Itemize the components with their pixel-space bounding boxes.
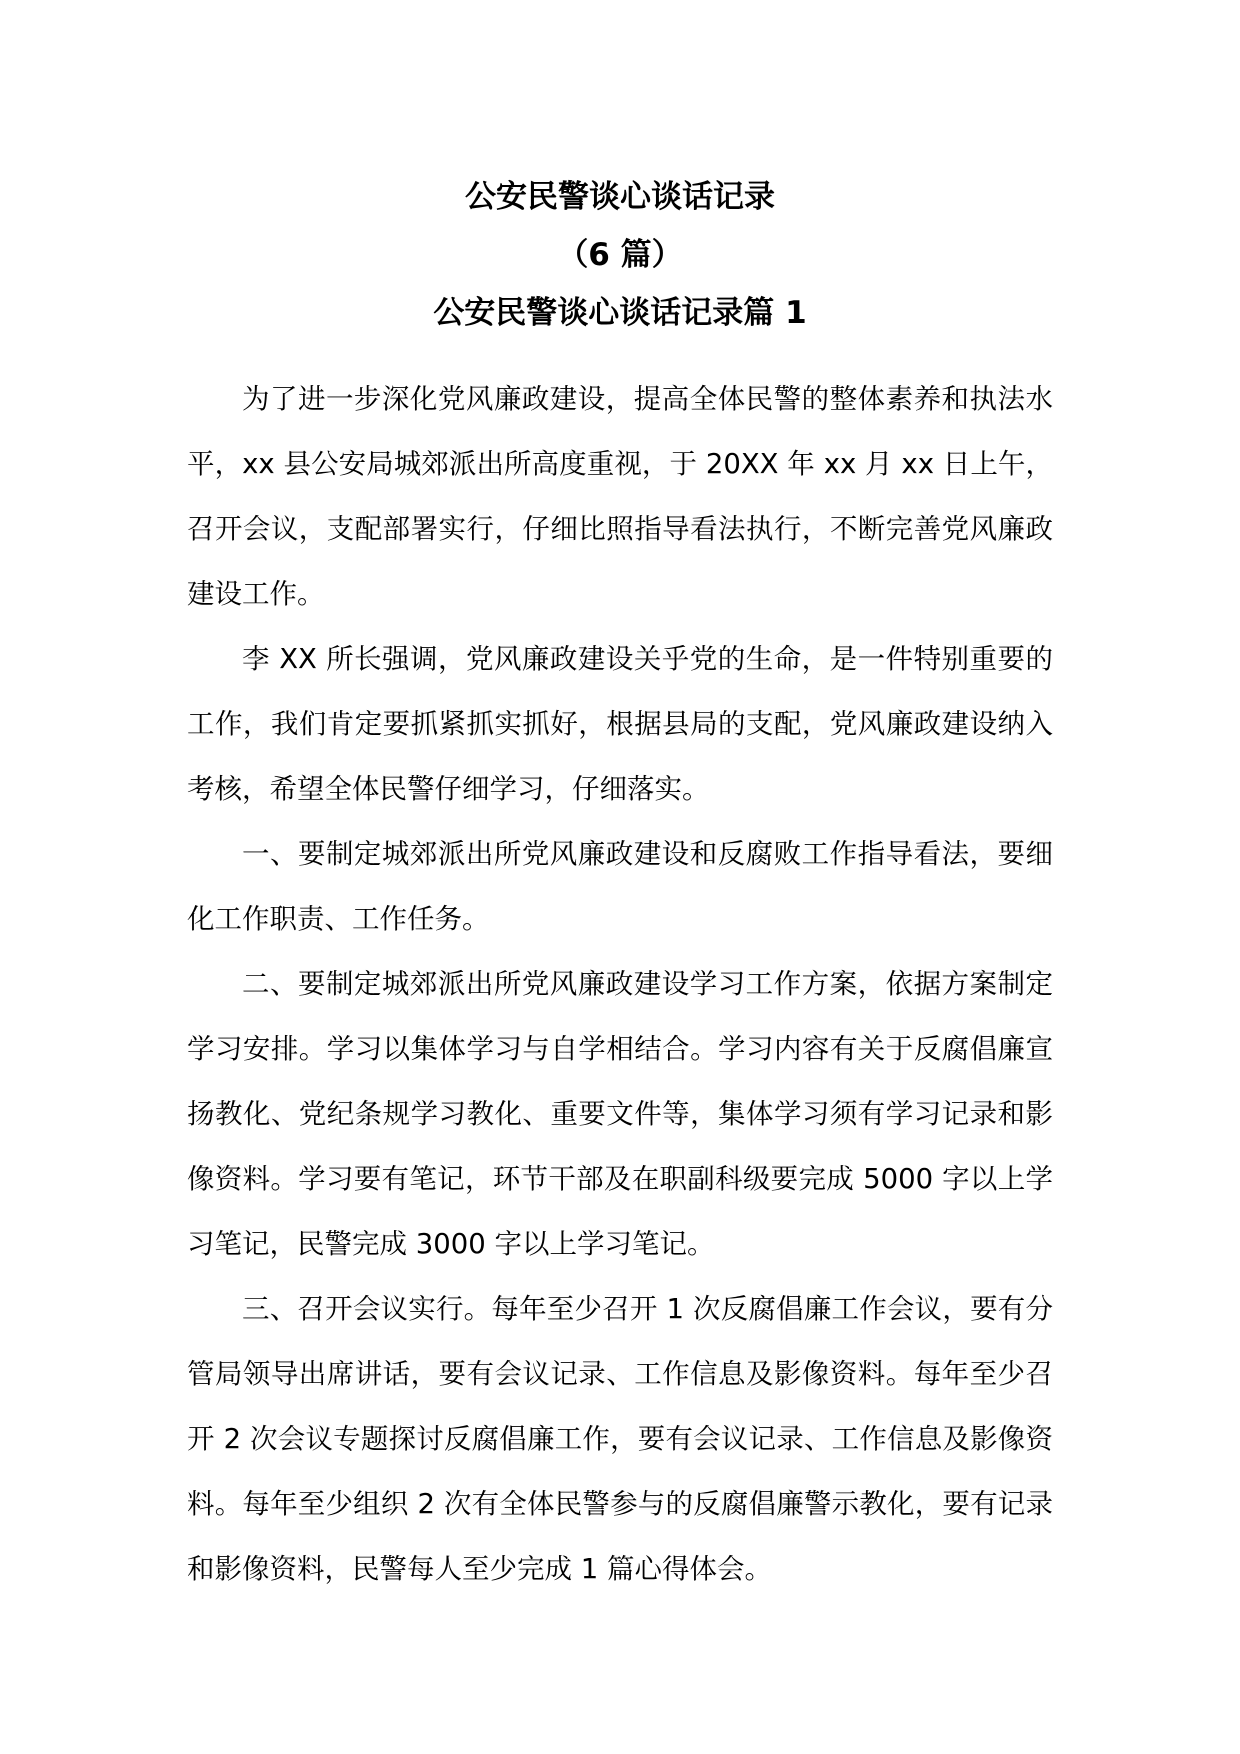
paragraph-4: 二、要制定城郊派出所党风廉政建设学习工作方案，依据方案制定学习安排。学习以集体学习与自学相结合。学习内容有关于反腐倡廉宣扬教化、党纪条规学习教化、重要文件等，集体学习须有学习记录和影像资料。学习要有笔记，环节干部及在职副科级要完成 5000 字以上学习笔记，民警完成 3000 字以上学习笔记。 <box>187 968 1053 1260</box>
document-title: 公安民警谈心谈话记录 <box>465 179 775 215</box>
paragraph-5: 三、召开会议实行。每年至少召开 1 次反腐倡廉工作会议，要有分管局领导出席讲话，要有会议记录、工作信息及影像资料。每年至少召开 2 次会议专题探讨反腐倡廉工作，要有会议记录、工作信息及影像资料。每年至少组织 2 次有全体民警参与的反腐倡廉警示教化，要有记录和影像资料，民警每人至少完成 1 篇心得体会。 <box>187 1293 1053 1585</box>
document-body <box>187 367 1053 1602</box>
paragraph-1: 为了进一步深化党风廉政建设，提高全体民警的整体素养和执法水平，xx 县公安局城郊派出所高度重视，于 20XX 年 xx 月 xx 日上午，召开会议，支配部署实行，仔细比照指导看法执行，不断完善党风廉政建设工作。 <box>187 383 1053 610</box>
paragraph-2: 李 XX 所长强调，党风廉政建设关乎党的生命，是一件特别重要的工作，我们肯定要抓紧抓实抓好，根据县局的支配，党风廉政建设纳入考核，希望全体民警仔细学习，仔细落实。 <box>187 643 1053 805</box>
document-subtitle: （6 篇） <box>557 237 683 273</box>
title-block <box>0 168 1240 342</box>
section-heading: 公安民警谈心谈话记录篇 1 <box>433 295 807 331</box>
paragraph-3: 一、要制定城郊派出所党风廉政建设和反腐败工作指导看法，要细化工作职责、工作任务。 <box>187 838 1053 935</box>
